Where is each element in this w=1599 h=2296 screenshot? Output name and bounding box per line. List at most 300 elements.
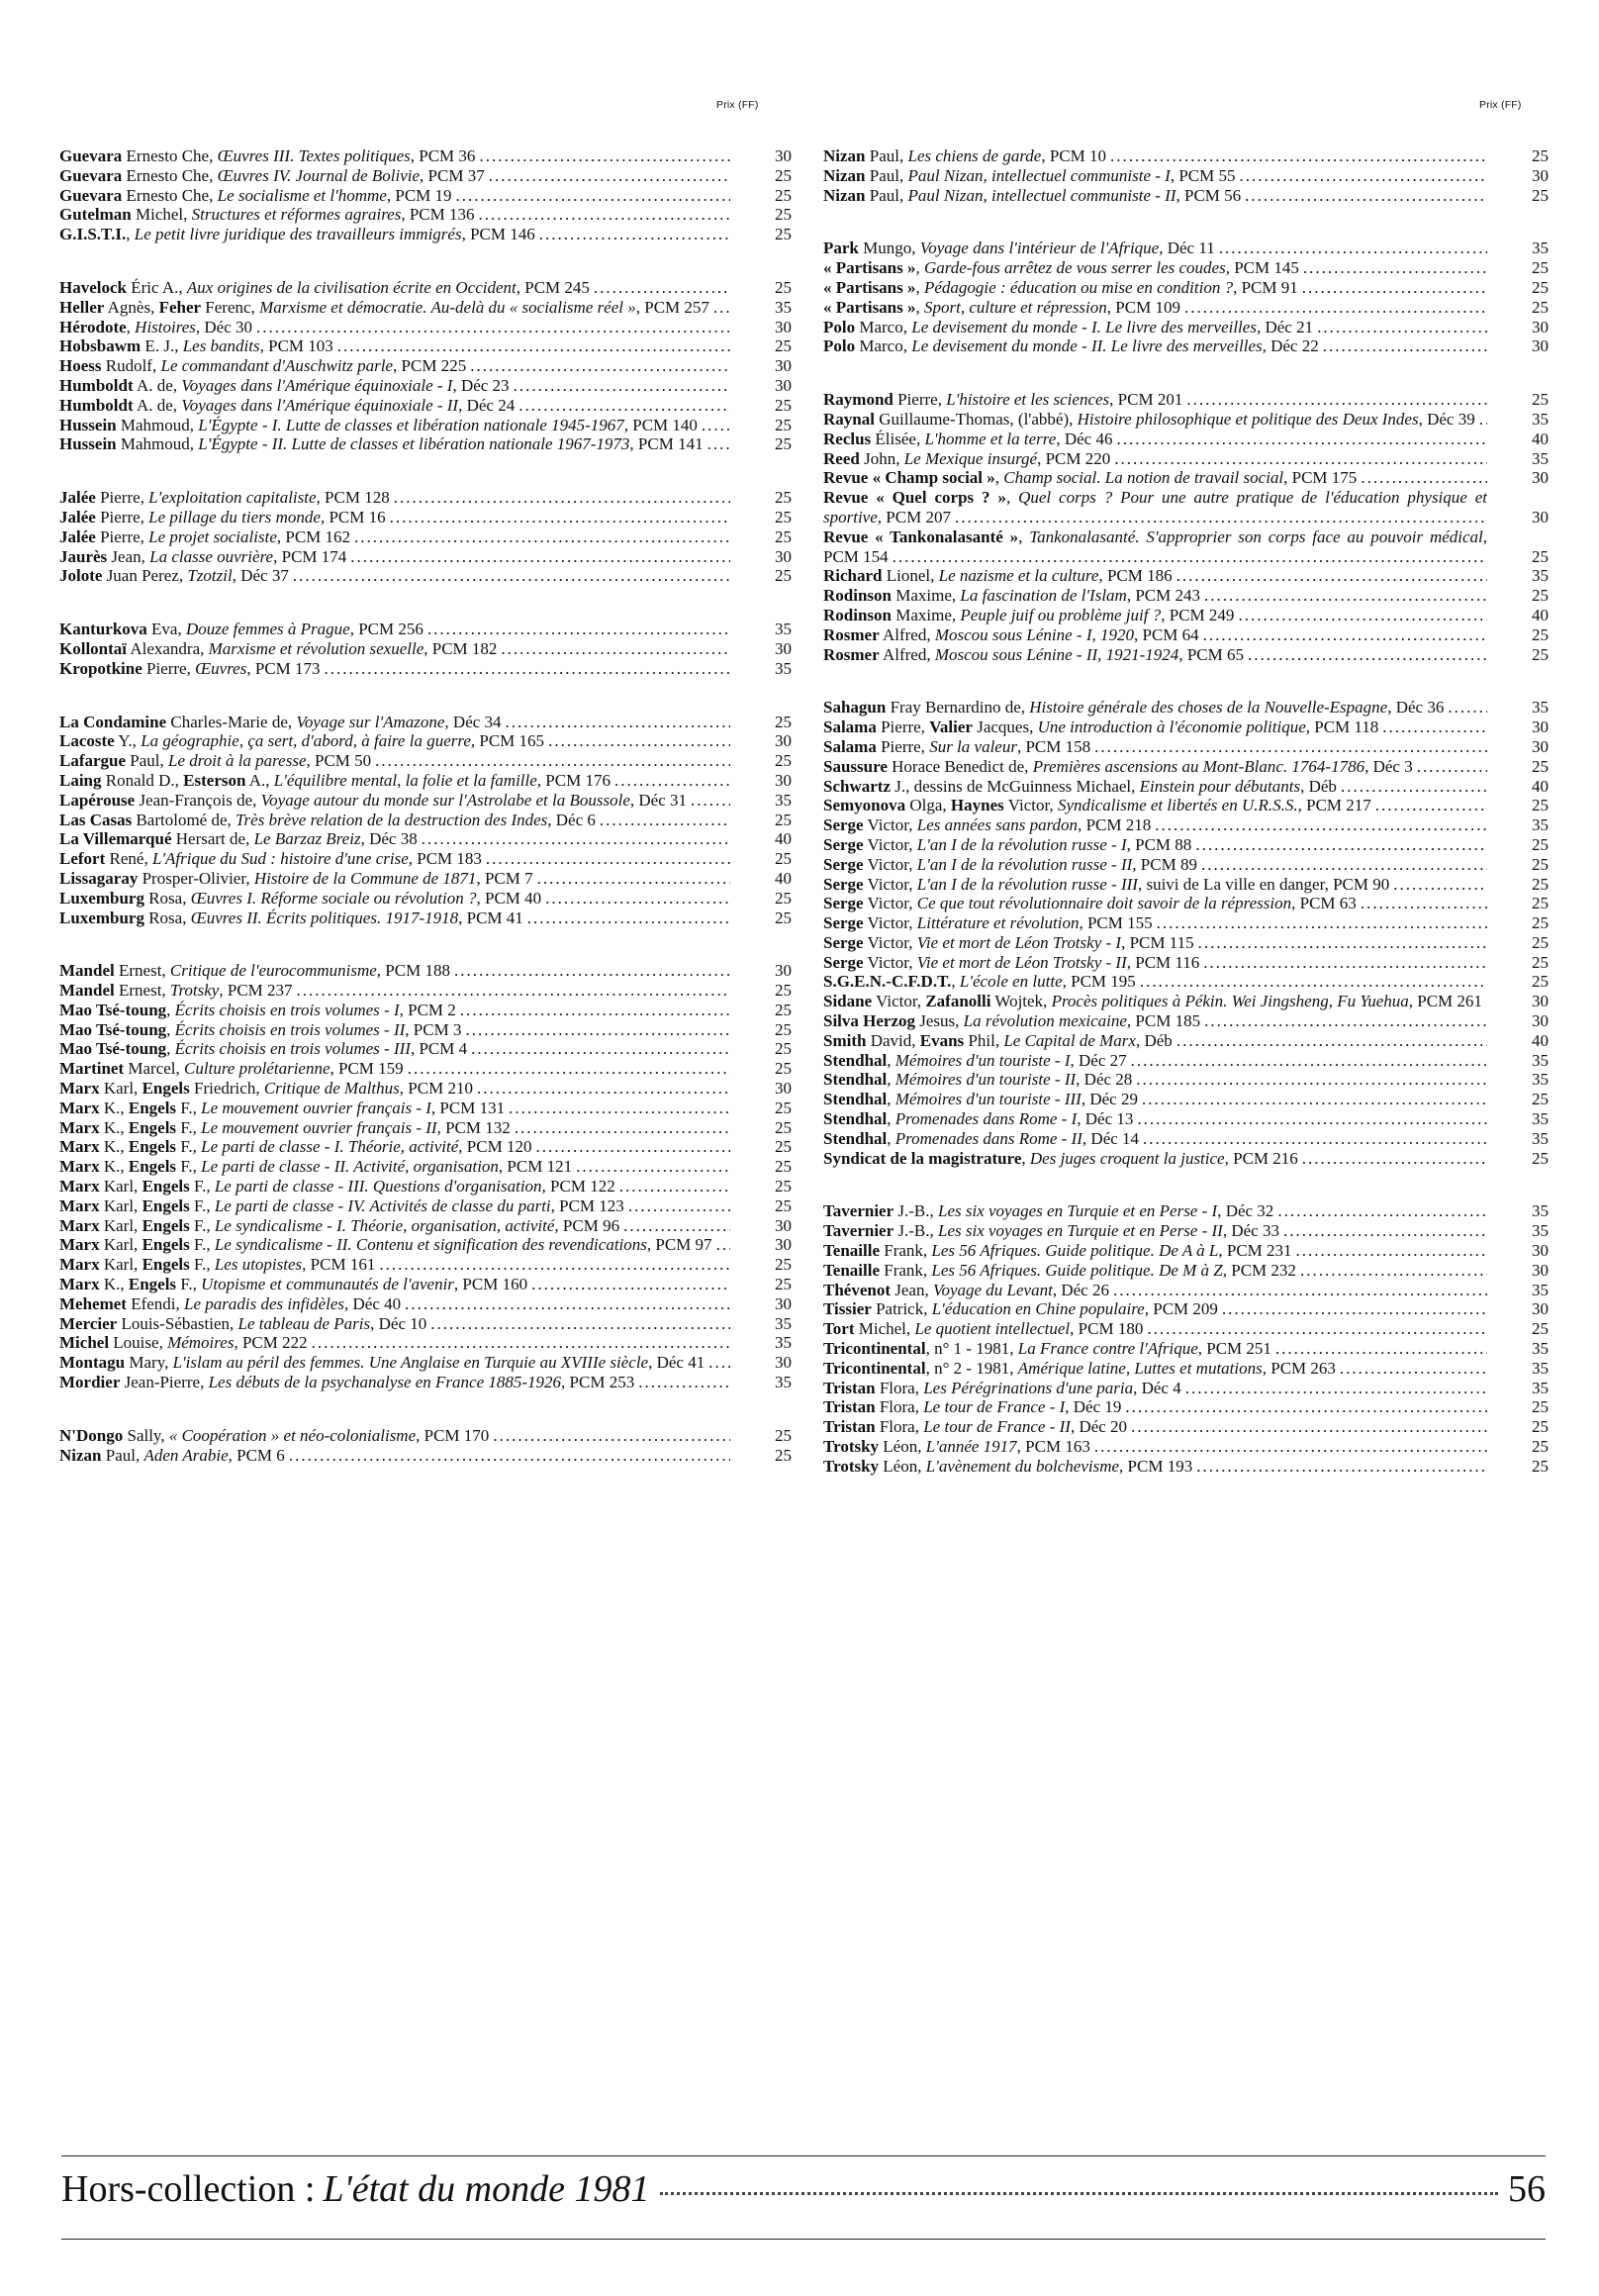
catalog-entry (59, 547, 792, 567)
entry-title: La France contre l'Afrique (1017, 1339, 1198, 1359)
entry-author: Tort (823, 1319, 855, 1339)
entry-series: , Déc 19 (1065, 1397, 1122, 1417)
catalog-entry (823, 1437, 1549, 1457)
entry-author-rest: Victor, (863, 834, 917, 854)
entry-coauthor-rest: Wojtek, (990, 992, 1052, 1011)
catalog-entry (823, 430, 1549, 449)
catalog-entry (823, 488, 1549, 527)
catalog-entry (823, 1397, 1549, 1417)
entry-price: 25 (1487, 796, 1549, 815)
catalog-entry (823, 1051, 1549, 1071)
catalog-entry (59, 186, 792, 206)
entry-title: Le quotient intellectuel (914, 1319, 1071, 1339)
entry-series: , PCM 120 (458, 1137, 532, 1157)
entry-author: Nizan (59, 1445, 102, 1465)
entry-author: Heller (59, 297, 105, 317)
entry-title: Voyages dans l'Amérique équinoxiale - I (181, 375, 453, 395)
entry-author: Jalée (59, 507, 96, 526)
entry-author: Mao Tsé-toung (59, 1000, 167, 1019)
catalog-entry (59, 1353, 792, 1373)
entry-price: 30 (1487, 1011, 1549, 1031)
entry-price: 25 (1487, 972, 1549, 992)
entry-author: Serge (823, 815, 864, 835)
entry-author-rest: A. de, (133, 395, 182, 415)
catalog-entry (59, 791, 792, 811)
entry-title: Mémoires d'un touriste - I (894, 1050, 1071, 1070)
entry-price: 25 (1487, 278, 1549, 298)
entry-author: Mordier (59, 1373, 121, 1392)
entry-author-rest: Élisée, (871, 429, 925, 448)
entry-series: , PCM 245 (516, 277, 590, 297)
entry-series: , PCM 161 (302, 1255, 376, 1275)
entry-price: 35 (730, 298, 792, 318)
entry-title: La fascination de l'Islam (960, 586, 1127, 606)
entry-price: 25 (730, 1446, 792, 1466)
entry-author: Polo (823, 336, 856, 356)
entry-title: L'an I de la révolution russe - II (916, 854, 1133, 874)
entry-author: Marx (59, 1275, 100, 1294)
entry-price: 25 (730, 396, 792, 416)
entry-series: , PCM 186 (1098, 566, 1173, 586)
entry-title: Le nazisme et la culture (938, 566, 1099, 586)
entry-price: 25 (1487, 953, 1549, 973)
catalog-entry (59, 1373, 792, 1392)
entry-series: , PCM 121 (498, 1157, 573, 1177)
entry-author: Serge (823, 894, 864, 913)
entry-title: Douze femmes à Prague (185, 620, 350, 639)
entry-title: Les 56 Afriques. Guide politique. De M à Z (931, 1260, 1223, 1280)
catalog-entry (59, 205, 792, 225)
entry-title: Histoire de la Commune de 1871 (253, 868, 477, 888)
entry-series: , PCM 145 (1225, 258, 1299, 278)
entry-title: Sport, culture et répression (924, 297, 1107, 317)
entry-author: Trotsky (823, 1456, 880, 1476)
catalog-entry (823, 953, 1549, 973)
entry-price: 40 (1487, 777, 1549, 797)
entry-author-rest: K., (99, 1137, 129, 1157)
entry-title: Le parti de classe - I. Théorie, activité (201, 1137, 459, 1157)
entry-author-rest: Y., (114, 731, 141, 751)
letter-group (59, 620, 792, 678)
catalog-entry (823, 855, 1549, 875)
entry-author-rest: Victor, (863, 874, 917, 894)
entry-price: 35 (1487, 698, 1549, 718)
entry-author-rest: Louise, (109, 1333, 168, 1353)
entry-price: 25 (1487, 390, 1549, 410)
catalog-entry (823, 718, 1549, 737)
entry-title: Moscou sous Lénine - I, 1920 (934, 624, 1134, 644)
entry-price: 35 (1487, 1129, 1549, 1149)
entry-price: 25 (730, 849, 792, 869)
catalog-entry (59, 318, 792, 337)
entry-author-rest: Jean-Pierre, (120, 1373, 209, 1392)
entry-author: Havelock (59, 277, 127, 297)
price-column-label-right: Prix (FF) (1479, 99, 1522, 111)
entry-author: Lacoste (59, 731, 115, 751)
entry-price: 30 (1487, 318, 1549, 337)
entry-author: Tristan (823, 1417, 876, 1437)
entry-price: 25 (730, 1177, 792, 1196)
catalog-entry (59, 1235, 792, 1255)
entry-author: Raymond (823, 390, 894, 410)
entry-series: , PCM 193 (1119, 1456, 1193, 1476)
entry-author-rest: David, (866, 1030, 920, 1050)
entry-series: , PCM 165 (470, 731, 545, 751)
entry-title: La géographie, ça sert, d'abord, à faire la guerre (141, 731, 471, 751)
entry-series: , PCM 55 (1170, 165, 1236, 185)
entry-author: Tenaille (823, 1260, 880, 1280)
entry-price: 25 (1487, 1437, 1549, 1457)
entry-series: , Déb (1135, 1030, 1173, 1050)
catalog-entry (59, 1039, 792, 1059)
entry-author: Hoess (59, 356, 102, 376)
entry-author: Serge (823, 874, 864, 894)
catalog-entry (59, 336, 792, 356)
entry-series: , PCM 97 (646, 1235, 712, 1255)
entry-series: , PCM 91 (1233, 277, 1298, 297)
entry-price: 25 (1487, 258, 1549, 278)
entry-author: Stendhal (823, 1090, 888, 1109)
entry-price: 35 (1487, 1281, 1549, 1300)
entry-title: L'exploitation capitaliste (148, 488, 317, 508)
footer-rule-top (61, 2155, 1546, 2156)
entry-author: La Condamine (59, 712, 167, 731)
entry-title: La classe ouvrière (149, 546, 274, 566)
entry-author: Laing (59, 770, 102, 790)
entry-series: , Déc 28 (1076, 1070, 1133, 1090)
catalog-entry (59, 1255, 792, 1275)
entry-author: Michel (59, 1333, 110, 1353)
entry-series: , PCM 263 (1262, 1358, 1336, 1378)
entry-title: Premières ascensions au Mont-Blanc. 1764-1786 (1032, 756, 1365, 776)
entry-series: , PCM 207 (877, 507, 951, 526)
entry-series: , PCM 10 (1041, 146, 1107, 165)
entry-author-rest: Rudolf, (101, 356, 161, 376)
entry-coauthor: Valier (929, 718, 973, 737)
entry-author-rest: Victor, (863, 913, 917, 933)
entry-title: Une introduction à l'économie politique (1037, 718, 1306, 737)
entry-price: 25 (1487, 913, 1549, 933)
catalog-entry (59, 1426, 792, 1446)
entry-series: , Déc 10 (370, 1313, 427, 1333)
entry-title: Trotsky (169, 981, 220, 1001)
entry-price: 35 (730, 659, 792, 679)
entry-title: Les utopistes (214, 1255, 303, 1275)
entry-price: 25 (730, 1275, 792, 1294)
entry-price: 25 (1487, 1457, 1549, 1477)
entry-coauthor: Engels (141, 1177, 190, 1196)
entry-author-rest: Mary, (125, 1353, 173, 1373)
entry-price: 25 (730, 1020, 792, 1040)
entry-price: 25 (730, 278, 792, 298)
catalog-entry (59, 488, 792, 508)
entry-series: , PCM 109 (1106, 297, 1180, 317)
entry-author-rest: , (1005, 488, 1019, 508)
entry-title: L'avènement du bolchevisme (925, 1456, 1120, 1476)
entry-title: Voyage dans l'intérieur de l'Afrique (919, 239, 1160, 258)
entry-price: 25 (730, 1099, 792, 1118)
entry-price: 35 (1487, 815, 1549, 835)
entry-author: Tavernier (823, 1201, 894, 1221)
entry-series: , PCM 201 (1109, 390, 1183, 410)
entry-author-rest: Maxime, (891, 586, 961, 606)
entry-title: Très brève relation de la destruction des Indes (235, 810, 548, 829)
entry-author: Lafargue (59, 751, 127, 771)
entry-price: 25 (730, 508, 792, 527)
entry-series: , PCM 261 (1408, 992, 1482, 1011)
entry-author: Las Casas (59, 810, 133, 829)
catalog-entry (823, 1319, 1549, 1339)
entry-price: 25 (1487, 547, 1549, 567)
entry-author-rest: Paul, (865, 146, 908, 165)
catalog-entry (59, 298, 792, 318)
catalog-entry (59, 1177, 792, 1196)
entry-series: , PCM 195 (1062, 972, 1136, 992)
entry-price: 35 (730, 1373, 792, 1392)
entry-series: , suivi de La ville en danger, PCM 90 (1137, 874, 1390, 894)
catalog-entry (823, 737, 1549, 757)
entry-series: , PCM 132 (436, 1117, 511, 1137)
entry-coauthor-rest: A., (245, 770, 274, 790)
entry-title: Syndicalisme et libertés en U.R.S.S. (1057, 796, 1298, 815)
entry-author: Martinet (59, 1059, 125, 1079)
catalog-entry (59, 1314, 792, 1334)
entry-title: Le tour de France - II (923, 1417, 1071, 1437)
entry-series: , PCM 116 (1126, 952, 1200, 972)
entry-author-rest: Juan Perez, (102, 566, 188, 586)
entry-author-rest: Flora, (875, 1417, 924, 1437)
entry-title: Histoires (135, 317, 196, 336)
catalog-entry (59, 1275, 792, 1294)
entry-author: Nizan (823, 165, 866, 185)
catalog-entry (59, 889, 792, 909)
entry-author-rest: Efendi, (126, 1293, 185, 1313)
entry-title: Moscou sous Lénine - II, 1921-1924 (934, 644, 1179, 664)
entry-author: Tissier (823, 1299, 872, 1319)
entry-price: 30 (730, 1294, 792, 1314)
catalog-entry (59, 909, 792, 928)
entry-title: Voyage du Levant (932, 1280, 1053, 1299)
entry-series: , PCM 170 (416, 1425, 490, 1445)
entry-series: , PCM 131 (430, 1098, 506, 1117)
entry-title: L'Égypte - I. Lutte de classes et libération nationale 1945-1967 (198, 415, 624, 434)
entry-author: Revue « Champ social » (823, 468, 995, 488)
entry-title: Aux origines de la civilisation écrite en Occident (186, 277, 517, 297)
entry-title: Le paradis des infidèles (184, 1293, 345, 1313)
catalog-entry (823, 815, 1549, 835)
entry-author-rest: Victor, (863, 854, 917, 874)
entry-title: Amérique latine, Luttes et mutations (1017, 1358, 1263, 1378)
catalog-entry (823, 913, 1549, 933)
entry-coauthor: Haynes (950, 796, 1004, 815)
entry-price: 30 (730, 1235, 792, 1255)
entry-series: , Déc 41 (648, 1353, 705, 1373)
entry-series: , PCM 115 (1121, 932, 1194, 952)
entry-author-rest: K., (99, 1275, 129, 1294)
entry-price: 30 (730, 318, 792, 337)
entry-series: , PCM 159 (329, 1059, 404, 1079)
entry-author-rest: Bartolomé de, (132, 810, 236, 829)
entry-series: , Déc 38 (360, 829, 418, 849)
entry-title: Le projet socialiste (148, 526, 277, 546)
catalog-entry (823, 1261, 1549, 1281)
entry-author-rest: Marco, (855, 317, 912, 336)
entry-series: , PCM 19 (386, 185, 452, 205)
entry-price: 30 (730, 376, 792, 396)
entry-price: 25 (730, 1255, 792, 1275)
entry-title: La révolution mexicaine (963, 1011, 1127, 1031)
entry-author-rest: , (166, 1039, 175, 1059)
entry-price: 30 (730, 146, 792, 166)
entry-author: Humboldt (59, 395, 134, 415)
entry-series: , PCM 96 (554, 1215, 620, 1235)
catalog-entry (59, 1079, 792, 1099)
entry-author: Serge (823, 854, 864, 874)
entry-author-rest: , (915, 277, 924, 297)
entry-price: 25 (1487, 1149, 1549, 1169)
entry-price: 25 (730, 1118, 792, 1138)
entry-author-rest: Jean-François de, (135, 790, 261, 810)
entry-series: , Déc 4 (1133, 1378, 1181, 1397)
entry-author: Reclus (823, 429, 872, 448)
entry-title: Le tableau de Paris (237, 1313, 371, 1333)
entry-title: Œuvres III. Textes politiques (217, 146, 411, 165)
entry-author: Revue « Tankonalasanté » (823, 526, 1019, 546)
entry-author: Jalée (59, 488, 96, 508)
entry-price: 25 (1487, 894, 1549, 913)
entry-series: , PCM 210 (399, 1079, 473, 1099)
entry-title: Aden Arabie (143, 1445, 229, 1465)
entry-title: Le droit à la paresse (168, 751, 307, 771)
entry-author: Serge (823, 913, 864, 933)
catalog-entry (823, 835, 1549, 855)
letter-group (823, 698, 1549, 1168)
entry-author: Raynal (823, 409, 875, 429)
entry-price: 30 (730, 771, 792, 791)
entry-price: 35 (1487, 1221, 1549, 1241)
entry-series: , PCM 3 (405, 1019, 462, 1039)
entry-author-rest: Michel, (854, 1319, 915, 1339)
entry-price: 25 (730, 1039, 792, 1059)
entry-price: 35 (730, 620, 792, 639)
entry-author-rest: Rosa, (143, 888, 191, 908)
entry-author: Tricontinental (823, 1358, 926, 1378)
entry-price: 30 (1487, 336, 1549, 356)
catalog-entry (823, 972, 1549, 992)
entry-author-rest: Éric A., (127, 277, 187, 297)
entry-author-rest: K., (99, 1098, 129, 1117)
price-column-label-left: Prix (FF) (716, 99, 759, 111)
catalog-entry (59, 1294, 792, 1314)
entry-title: Le petit livre juridique des travailleurs immigrés (134, 225, 462, 244)
entry-series: , Déc 30 (195, 317, 253, 336)
entry-author-rest: Karl, (99, 1235, 142, 1255)
catalog-entry (59, 1333, 792, 1353)
entry-series: , PCM 232 (1222, 1260, 1296, 1280)
entry-author-rest: Rosa, (143, 908, 191, 927)
entry-author: Park (823, 239, 859, 258)
entry-title: Écrits choisis en trois volumes - III (174, 1039, 411, 1059)
entry-series: , PCM 158 (1016, 736, 1091, 756)
entry-series: , PCM 160 (453, 1275, 528, 1294)
entry-series: , PCM 6 (228, 1445, 285, 1465)
entry-author-rest: Karl, (99, 1196, 142, 1215)
entry-author-rest: Paul, (126, 751, 169, 771)
entry-series: , PCM 256 (349, 620, 423, 639)
entry-series: , PCM 231 (1218, 1241, 1292, 1261)
catalog-entry (59, 751, 792, 771)
catalog-entry (59, 961, 792, 981)
entry-series: , Déc 20 (1070, 1417, 1128, 1437)
entry-author-rest: Karl, (99, 1255, 142, 1275)
entry-title: L'Afrique du Sud : histoire d'une crise (151, 849, 409, 869)
catalog-entry (823, 894, 1549, 913)
entry-author: Rodinson (823, 605, 892, 624)
entry-series: , Déc 34 (444, 712, 502, 731)
entry-series: , PCM 218 (1078, 815, 1152, 835)
catalog-entry (823, 1379, 1549, 1398)
entry-series: , PCM 216 (1224, 1148, 1298, 1168)
entry-author: Smith (823, 1030, 867, 1050)
entry-title: Le devisement du monde - I. Le livre des merveilles (911, 317, 1257, 336)
entry-price: 30 (730, 639, 792, 659)
entry-title: Critique de l'eurocommunisme (169, 961, 377, 981)
entry-price: 25 (1487, 186, 1549, 206)
entry-title: Le devisement du monde - II. Le livre des merveilles (911, 336, 1263, 356)
entry-author: Marx (59, 1255, 100, 1275)
entry-author-rest: Agnès, (104, 297, 159, 317)
entry-title: Utopisme et communautés de l'avenir (201, 1275, 454, 1294)
entry-coauthor-rest: F., (189, 1177, 215, 1196)
catalog-entry (823, 1457, 1549, 1477)
entry-author: Schwartz (823, 776, 891, 796)
letter-group (59, 146, 792, 244)
entry-price: 25 (730, 166, 792, 186)
entry-series: , Déc 40 (344, 1293, 402, 1313)
entry-title: Les six voyages en Turquie et en Perse - I (938, 1201, 1218, 1221)
entry-price: 35 (1487, 566, 1549, 586)
entry-series: , Déc 23 (452, 375, 510, 395)
entry-author-rest: , (951, 972, 960, 992)
entry-price: 30 (1487, 718, 1549, 737)
entry-title: Mémoires d'un touriste - II (894, 1070, 1077, 1090)
entry-title: Écrits choisis en trois volumes - I (174, 1000, 400, 1019)
catalog-entry (823, 606, 1549, 625)
entry-coauthor-rest: F., (189, 1235, 215, 1255)
entry-price: 25 (1487, 855, 1549, 875)
entry-series: , Déc 22 (1262, 336, 1319, 356)
letter-group (823, 1201, 1549, 1476)
entry-price: 30 (1487, 1241, 1549, 1261)
entry-author: Luxemburg (59, 908, 144, 927)
entry-title: Marxisme et démocratie. Au-delà du « socialisme réel » (259, 297, 636, 317)
catalog-entry (823, 186, 1549, 206)
entry-series: , PCM 36 (410, 146, 476, 165)
catalog-entry (823, 992, 1549, 1011)
entry-price: 25 (1487, 586, 1549, 606)
entry-series: , PCM 122 (541, 1177, 615, 1196)
entry-coauthor: Engels (128, 1275, 177, 1294)
entry-series: , Déc 11 (1159, 239, 1215, 258)
entry-title: Le Capital de Marx (1003, 1030, 1136, 1050)
entry-author-rest: Frank, (880, 1241, 932, 1261)
entry-price: 25 (730, 751, 792, 771)
entry-title: Promenades dans Rome - I (894, 1109, 1078, 1129)
catalog-entry (823, 298, 1549, 318)
entry-author: Marx (59, 1117, 100, 1137)
entry-coauthor-rest: Victor, (1003, 796, 1058, 815)
catalog-entry (823, 1149, 1549, 1169)
